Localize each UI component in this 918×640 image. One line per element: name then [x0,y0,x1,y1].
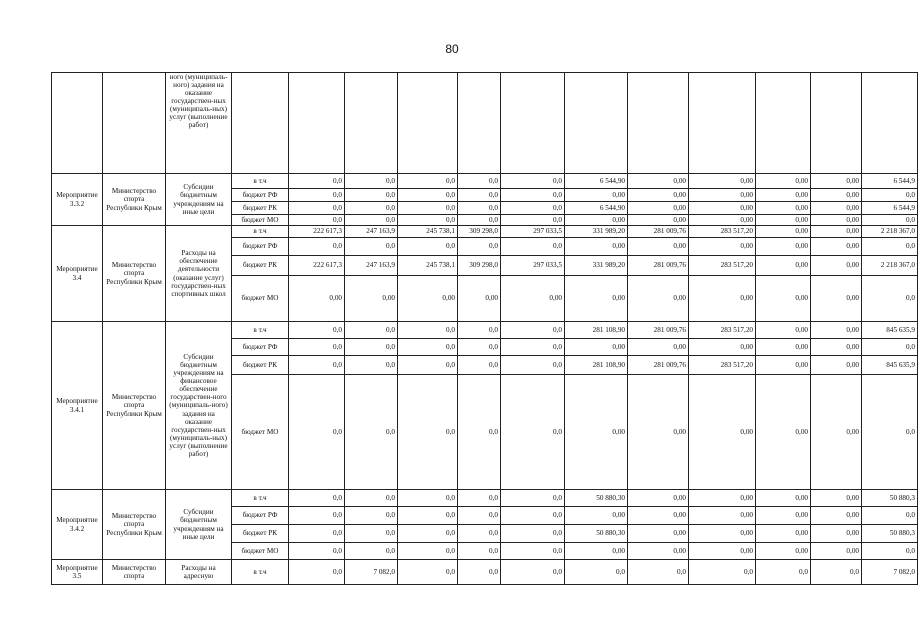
source-cell: бюджет РФ [232,238,289,256]
value-cell: 0,0 [289,238,345,256]
value-cell: 0,0 [756,560,811,585]
value-cell: 0,00 [628,202,689,215]
value-cell: 0,0 [289,215,345,226]
value-cell: 0,00 [756,507,811,525]
value-cell: 0,00 [811,189,862,202]
value-cell: 0,0 [501,322,565,339]
value-cell: 281 108,90 [565,322,628,339]
value-cell: 0,00 [756,525,811,543]
value-cell: 0,00 [628,507,689,525]
value-cell: 0,0 [398,375,458,490]
value-cell: 0,0 [289,560,345,585]
value-cell: 309 298,0 [458,256,501,276]
value-cell: 0,0 [345,339,398,356]
value-cell: 0,00 [628,490,689,507]
value-cell: 0,0 [398,202,458,215]
source-cell: бюджет РФ [232,339,289,356]
value-cell: 0,00 [398,276,458,322]
value-cell: 0,0 [458,202,501,215]
total-cell: 0,0 [862,238,918,256]
value-cell: 0,0 [289,339,345,356]
value-cell: 0,0 [398,560,458,585]
value-cell: 0,00 [811,226,862,238]
value-cell: 0,0 [689,560,756,585]
value-cell: 281 108,90 [565,356,628,375]
total-cell: 2 218 367,0 [862,256,918,276]
value-cell: 0,0 [289,490,345,507]
value-cell: 283 517,20 [689,256,756,276]
value-cell: 0,00 [565,507,628,525]
executor-cell: Министерство спорта Республики Крым [103,226,166,322]
value-cell: 0,00 [628,215,689,226]
total-cell: 0,0 [862,375,918,490]
value-cell: 0,00 [811,322,862,339]
value-cell: 281 009,76 [628,322,689,339]
table-row [52,226,918,238]
value-cell: 0,00 [811,202,862,215]
value-cell: 0,0 [501,339,565,356]
value-cell: 0,0 [501,525,565,543]
value-cell: 245 738,1 [398,256,458,276]
value-cell: 0,0 [398,215,458,226]
value-cell: 0,00 [689,339,756,356]
value-cell: 0,0 [458,356,501,375]
executor-cell [103,73,166,174]
value-cell: 0,0 [289,375,345,490]
total-cell: 0,0 [862,543,918,560]
value-cell: 283 517,20 [689,356,756,375]
value-cell: 0,00 [345,276,398,322]
value-cell: 245 738,1 [398,226,458,238]
value-cell: 0,0 [345,356,398,375]
source-cell: бюджет МО [232,276,289,322]
value-cell: 0,0 [398,174,458,189]
source-cell: бюджет РК [232,202,289,215]
value-cell: 0,0 [501,560,565,585]
total-cell: 50 880,3 [862,525,918,543]
budget-table [51,72,918,585]
value-cell: 0,00 [565,238,628,256]
value-cell: 0,0 [501,375,565,490]
value-cell: 0,00 [565,189,628,202]
measure-cell: Мероприятие 3.3.2 [52,174,103,226]
value-cell: 281 009,76 [628,356,689,375]
value-cell: 0,00 [565,215,628,226]
value-cell: 0,0 [458,189,501,202]
value-cell: 6 544,90 [565,202,628,215]
value-cell: 0,00 [811,339,862,356]
value-cell: 0,0 [345,490,398,507]
value-cell: 0,00 [756,189,811,202]
value-cell: 0,00 [756,543,811,560]
value-cell: 0,00 [458,276,501,322]
value-cell: 0,00 [756,356,811,375]
value-cell: 0,00 [689,490,756,507]
value-cell: 0,0 [289,322,345,339]
measure-cell: Мероприятие 3.4.2 [52,490,103,560]
value-cell: 0,0 [345,202,398,215]
measure-name-cell: Расходы на обеспечение деятельности (оказание услуг) государствен-ных спортивных школ [166,226,232,322]
value-cell: 0,00 [628,238,689,256]
source-cell: бюджет РФ [232,189,289,202]
total-cell: 50 880,3 [862,490,918,507]
value-cell: 0,00 [628,543,689,560]
value-cell: 0,0 [501,543,565,560]
value-cell: 0,0 [501,507,565,525]
total-cell: 845 635,9 [862,322,918,339]
value-cell: 0,00 [565,339,628,356]
value-cell: 0,00 [811,215,862,226]
value-cell: 0,0 [458,322,501,339]
value-cell: 0,00 [811,543,862,560]
value-cell: 222 617,3 [289,256,345,276]
value-cell: 0,00 [756,256,811,276]
table-row [52,73,918,174]
value-cell: 0,0 [345,189,398,202]
value-cell: 0,0 [289,189,345,202]
measure-name-cell: ного (муниципаль-ного) задания на оказание государствен-ных (муниципаль-ных) услуг (выполнение работ) [166,73,232,174]
value-cell: 0,00 [689,543,756,560]
value-cell: 0,0 [628,560,689,585]
value-cell: 0,00 [811,525,862,543]
source-cell: бюджет МО [232,215,289,226]
value-cell: 0,0 [398,322,458,339]
value-cell: 0,0 [345,507,398,525]
value-cell: 0,00 [501,276,565,322]
source-cell: бюджет МО [232,543,289,560]
value-cell: 0,0 [345,525,398,543]
value-cell: 0,00 [689,174,756,189]
total-cell: 0,0 [862,507,918,525]
total-cell: 845 635,9 [862,356,918,375]
measure-cell: Мероприятие 3.4 [52,226,103,322]
value-cell: 0,0 [345,238,398,256]
total-cell: 6 544,9 [862,202,918,215]
value-cell: 0,00 [689,202,756,215]
value-cell: 0,00 [811,356,862,375]
value-cell: 0,00 [565,276,628,322]
value-cell: 247 163,9 [345,256,398,276]
value-cell: 0,0 [501,202,565,215]
total-cell: 0,0 [862,215,918,226]
measure-name-cell: Субсидии бюджетным учреждениям на финансовое обеспечение государствен-ного (муниципаль-ного) задания на оказание государствен-ных (муниципаль-ных) услуг (выполнение работ) [166,322,232,490]
value-cell: 283 517,20 [689,226,756,238]
value-cell: 0,00 [689,238,756,256]
value-cell: 0,0 [289,525,345,543]
value-cell: 0,00 [628,174,689,189]
total-cell: 0,0 [862,339,918,356]
value-cell: 0,00 [756,322,811,339]
value-cell: 297 033,5 [501,256,565,276]
measure-cell [52,73,103,174]
value-cell: 0,0 [458,507,501,525]
value-cell: 0,0 [398,339,458,356]
value-cell: 0,00 [811,276,862,322]
value-cell: 0,0 [501,215,565,226]
value-cell: 0,00 [811,375,862,490]
source-cell: в т.ч [232,490,289,507]
total-cell: 2 218 367,0 [862,226,918,238]
table-row [52,560,918,585]
value-cell: 281 009,76 [628,256,689,276]
source-cell: бюджет РК [232,356,289,375]
value-cell: 0,0 [345,375,398,490]
value-cell: 0,00 [756,202,811,215]
value-cell: 0,00 [756,339,811,356]
value-cell: 0,00 [628,189,689,202]
value-cell: 0,0 [501,490,565,507]
value-cell: 0,00 [689,375,756,490]
value-cell: 0,0 [565,560,628,585]
value-cell: 0,0 [398,356,458,375]
value-cell: 0,0 [345,215,398,226]
value-cell: 0,0 [398,189,458,202]
value-cell: 0,0 [501,189,565,202]
value-cell: 297 033,5 [501,226,565,238]
value-cell: 0,00 [756,490,811,507]
value-cell: 0,00 [756,226,811,238]
executor-cell: Министерство спорта Республики Крым [103,322,166,490]
source-cell: бюджет РК [232,525,289,543]
value-cell: 0,0 [458,174,501,189]
value-cell: 6 544,90 [565,174,628,189]
source-cell: в т.ч [232,560,289,585]
value-cell: 0,0 [289,507,345,525]
value-cell: 0,00 [811,507,862,525]
value-cell: 0,0 [398,507,458,525]
total-cell: 0,0 [862,276,918,322]
value-cell: 0,00 [689,507,756,525]
value-cell: 0,00 [628,375,689,490]
value-cell: 222 617,3 [289,226,345,238]
value-cell: 331 989,20 [565,256,628,276]
value-cell: 281 009,76 [628,226,689,238]
measure-name-cell: Расходы на адресную [166,560,232,585]
measure-cell: Мероприятие 3.4.1 [52,322,103,490]
value-cell: 283 517,20 [689,322,756,339]
measure-name-cell: Субсидии бюджетным учреждениям на иные цели [166,174,232,226]
value-cell: 0,00 [565,543,628,560]
value-cell: 0,00 [628,525,689,543]
value-cell: 0,00 [689,525,756,543]
value-cell: 0,0 [458,238,501,256]
value-cell: 0,00 [811,490,862,507]
value-cell: 0,0 [289,202,345,215]
source-cell: в т.ч [232,226,289,238]
executor-cell: Министерство спорта Республики Крым [103,174,166,226]
value-cell: 0,00 [756,215,811,226]
value-cell: 0,0 [458,375,501,490]
value-cell: 50 880,30 [565,525,628,543]
value-cell: 0,00 [689,189,756,202]
value-cell: 0,00 [628,276,689,322]
value-cell: 0,0 [501,174,565,189]
value-cell: 0,0 [811,560,862,585]
total-cell: 0,0 [862,189,918,202]
value-cell: 0,0 [345,174,398,189]
value-cell: 0,00 [811,238,862,256]
value-cell: 0,0 [458,490,501,507]
value-cell: 0,0 [398,543,458,560]
value-cell: 0,00 [689,215,756,226]
source-cell [232,73,289,174]
source-cell: бюджет РФ [232,507,289,525]
value-cell: 0,0 [458,525,501,543]
value-cell: 50 880,30 [565,490,628,507]
total-cell: 6 544,9 [862,174,918,189]
value-cell: 0,00 [811,174,862,189]
value-cell: 0,00 [756,375,811,490]
value-cell: 309 298,0 [458,226,501,238]
measure-cell: Мероприятие 3.5 [52,560,103,585]
source-cell: бюджет РК [232,256,289,276]
source-cell: в т.ч [232,174,289,189]
value-cell: 0,00 [289,276,345,322]
value-cell: 0,0 [398,525,458,543]
measure-name-cell: Субсидии бюджетным учреждениям на иные цели [166,490,232,560]
value-cell: 0,0 [458,339,501,356]
value-cell: 0,0 [501,356,565,375]
value-cell: 0,0 [501,238,565,256]
value-cell: 331 989,20 [565,226,628,238]
table-row [52,174,918,189]
source-cell: в т.ч [232,322,289,339]
value-cell: 0,0 [345,543,398,560]
table-row [52,490,918,507]
executor-cell: Министерство спорта Республики Крым [103,490,166,560]
value-cell: 0,0 [289,543,345,560]
value-cell: 247 163,9 [345,226,398,238]
value-cell: 0,0 [458,560,501,585]
value-cell: 0,00 [811,256,862,276]
value-cell: 0,00 [565,375,628,490]
value-cell: 0,0 [398,238,458,256]
value-cell: 0,0 [458,215,501,226]
value-cell: 0,0 [458,543,501,560]
page-number: 80 [445,42,459,56]
total-cell: 7 082,0 [862,560,918,585]
value-cell: 0,0 [289,174,345,189]
table-row [52,322,918,339]
value-cell: 7 082,0 [345,560,398,585]
source-cell: бюджет МО [232,375,289,490]
value-cell: 0,00 [756,174,811,189]
value-cell: 0,00 [628,339,689,356]
executor-cell: Министерство спорта [103,560,166,585]
value-cell: 0,00 [689,276,756,322]
value-cell: 0,00 [756,276,811,322]
value-cell: 0,0 [398,490,458,507]
value-cell: 0,0 [345,322,398,339]
value-cell: 0,0 [289,356,345,375]
value-cell: 0,00 [756,238,811,256]
